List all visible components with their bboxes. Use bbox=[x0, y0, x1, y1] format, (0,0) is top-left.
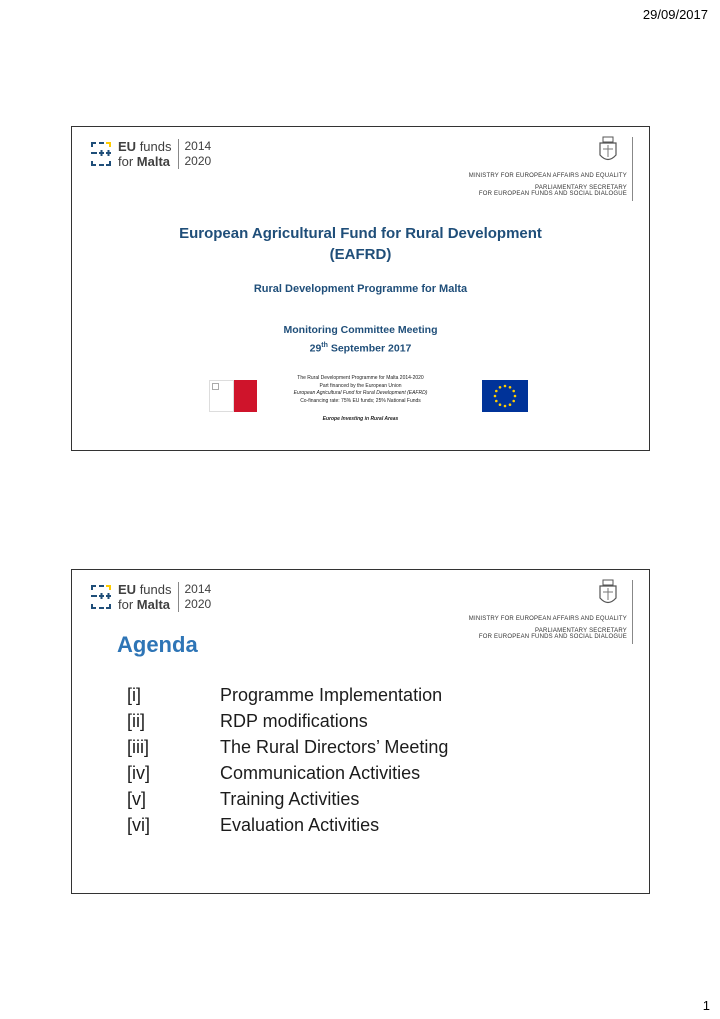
logo-for: for bbox=[118, 154, 134, 169]
logo-malta: Malta bbox=[136, 597, 171, 612]
agenda-item bbox=[127, 734, 448, 760]
malta-crest-icon bbox=[597, 135, 619, 165]
ministry-rule bbox=[632, 137, 633, 201]
funding-line-2: Part financed by the European Union bbox=[319, 382, 402, 389]
logo-separator bbox=[178, 582, 179, 612]
ministry-line-1: MINISTRY FOR EUROPEAN AFFAIRS AND EQUALITY bbox=[468, 616, 627, 622]
agenda-item-number: [iii] bbox=[127, 737, 149, 757]
agenda-title: Agenda bbox=[117, 632, 198, 657]
funding-statement bbox=[72, 375, 649, 405]
agenda-item-number: [vi] bbox=[127, 815, 151, 835]
ministry-rule bbox=[632, 580, 633, 644]
logo-year-start: 2014 bbox=[184, 139, 212, 153]
meeting-info bbox=[72, 322, 649, 357]
page-number: 1 bbox=[702, 998, 710, 1013]
meeting-day-suffix: th bbox=[321, 342, 328, 349]
tagline: Europe Investing in Rural Areas bbox=[322, 416, 399, 422]
agenda-item-text: Evaluation Activities bbox=[220, 815, 380, 835]
logo-eu: EU bbox=[118, 139, 137, 154]
funding-line-4: Co-financing rate: 75% EU funds; 25% National Funds bbox=[300, 397, 421, 404]
page-date: 29/09/2017 bbox=[642, 7, 708, 22]
eu-funds-logo bbox=[90, 582, 211, 612]
funding-line-3: European Agricultural Fund for Rural Development (EAFRD) bbox=[293, 390, 428, 396]
logo-eu: EU bbox=[118, 582, 137, 597]
agenda-list bbox=[127, 682, 448, 838]
agenda-item-number: [ii] bbox=[127, 711, 145, 731]
logo-malta: Malta bbox=[136, 154, 171, 169]
malta-crest-icon bbox=[597, 578, 619, 608]
title-line-2: (EAFRD) bbox=[329, 246, 392, 263]
meeting-line-1: Monitoring Committee Meeting bbox=[283, 324, 438, 336]
ministry-line-1: MINISTRY FOR EUROPEAN AFFAIRS AND EQUALITY bbox=[468, 173, 627, 179]
eu-flag bbox=[482, 380, 528, 412]
slide-title bbox=[72, 223, 649, 265]
logo-funds: funds bbox=[139, 582, 172, 597]
meeting-rest: September 2017 bbox=[330, 342, 412, 355]
eu-funds-logo bbox=[90, 139, 211, 169]
title-slide bbox=[71, 126, 650, 451]
agenda-item bbox=[127, 786, 448, 812]
agenda-item-text: Programme Implementation bbox=[220, 685, 443, 705]
ministry-line-3: FOR EUROPEAN FUNDS AND SOCIAL DIALOGUE bbox=[478, 191, 627, 197]
agenda-item bbox=[127, 812, 448, 838]
ministry-line-2: PARLIAMENTARY SECRETARY bbox=[535, 628, 627, 634]
agenda-slide bbox=[71, 569, 650, 894]
ministry-block bbox=[427, 135, 627, 197]
agenda-item bbox=[127, 682, 448, 708]
slide-subtitle: Rural Development Programme for Malta bbox=[253, 283, 468, 295]
ministry-line-2: PARLIAMENTARY SECRETARY bbox=[535, 185, 627, 191]
logo-separator bbox=[178, 139, 179, 169]
agenda-item-text: The Rural Directors’ Meeting bbox=[220, 737, 449, 757]
logo-for: for bbox=[118, 597, 134, 612]
agenda-item bbox=[127, 708, 448, 734]
meeting-date bbox=[72, 338, 649, 357]
title-line-1: European Agricultural Fund for Rural Development bbox=[179, 225, 542, 242]
logo-year-end: 2020 bbox=[184, 597, 212, 611]
ministry-line-3: FOR EUROPEAN FUNDS AND SOCIAL DIALOGUE bbox=[478, 634, 627, 640]
funding-line-1: The Rural Development Programme for Malta 2014-2020 bbox=[297, 375, 424, 381]
agenda-item bbox=[127, 760, 448, 786]
agenda-item-text: Communication Activities bbox=[220, 763, 421, 783]
eu-funds-mark-icon bbox=[90, 141, 112, 167]
meeting-day: 29 bbox=[309, 342, 322, 355]
logo-year-end: 2020 bbox=[184, 154, 212, 168]
logo-funds: funds bbox=[139, 139, 172, 154]
agenda-item-number: [iv] bbox=[127, 763, 151, 783]
ministry-block bbox=[427, 578, 627, 640]
agenda-item-number: [v] bbox=[127, 789, 147, 809]
agenda-item-number: [i] bbox=[127, 685, 142, 705]
agenda-item-text: RDP modifications bbox=[220, 711, 368, 731]
logo-year-start: 2014 bbox=[184, 582, 212, 596]
agenda-item-text: Training Activities bbox=[220, 789, 360, 809]
eu-funds-mark-icon bbox=[90, 584, 112, 610]
